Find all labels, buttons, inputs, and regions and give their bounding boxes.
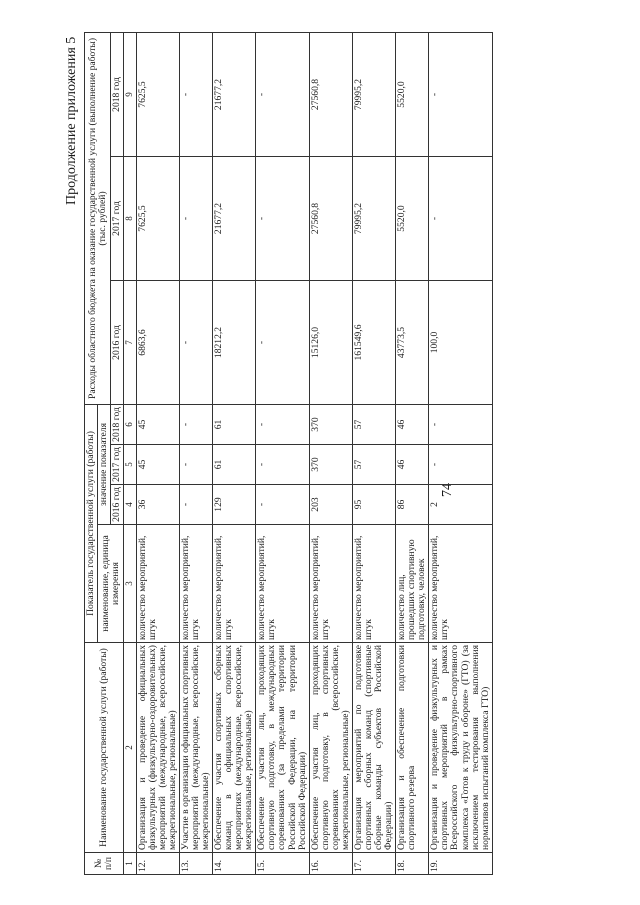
header-year: 2017 год xyxy=(111,156,124,280)
value-2016: 203 xyxy=(309,485,352,525)
expense-2018: 21677,2 xyxy=(213,32,256,156)
value-2017: - xyxy=(256,445,309,485)
column-number: 3 xyxy=(124,525,136,643)
column-number: 5 xyxy=(124,445,136,485)
column-number: 7 xyxy=(124,280,136,404)
value-2017: - xyxy=(429,445,492,485)
expense-2018: - xyxy=(429,32,492,156)
column-number: 6 xyxy=(124,404,136,444)
value-2017: 45 xyxy=(136,445,179,485)
expense-2016: 43773,5 xyxy=(396,280,429,404)
value-2017: - xyxy=(179,445,212,485)
indicator-unit: количество мероприятий, штук xyxy=(179,525,212,643)
service-name: Обеспечение участия спортивных сборных команд в официальных спортивных мероприятиях (международные, всероссийские, межрегиональные, региональные) xyxy=(213,643,256,853)
value-2018: - xyxy=(429,404,492,444)
value-2016: 86 xyxy=(396,485,429,525)
indicator-unit: количество мероприятий, штук xyxy=(309,525,352,643)
service-name: Организация мероприятий по подготовке спортивных сборных команд (спортивные сборные команды субъектов Российской Федерации) xyxy=(352,643,395,853)
expense-2018: 7625,5 xyxy=(136,32,179,156)
service-name: Обеспечение участия лиц, проходящих спортивную подготовку, в международных соревнованиях (за пределами территории Российской Федерации, на территории Российской Федерации) xyxy=(256,643,309,853)
expense-2017: - xyxy=(429,156,492,280)
table-row xyxy=(352,32,395,874)
indicator-unit: количество мероприятий, штук xyxy=(256,525,309,643)
value-2016: 36 xyxy=(136,485,179,525)
expense-2016: - xyxy=(256,280,309,404)
row-number: 18. xyxy=(396,853,429,875)
column-number: 2 xyxy=(124,643,136,853)
expense-2018: 5520,0 xyxy=(396,32,429,156)
header-row-1 xyxy=(85,32,98,874)
expense-2016: 15126,0 xyxy=(309,280,352,404)
row-number: 19. xyxy=(429,853,492,875)
value-2016: 2 xyxy=(429,485,492,525)
column-number: 1 xyxy=(124,853,136,875)
indicator-unit: количество лиц, прошедших спортивную подготовку, человек xyxy=(396,525,429,643)
value-2018: - xyxy=(256,404,309,444)
expense-2017: - xyxy=(179,156,212,280)
expense-2017: 27560,8 xyxy=(309,156,352,280)
value-2018: 46 xyxy=(396,404,429,444)
header-indicator-group: Показатель государственной услуги (работы) xyxy=(85,404,98,642)
expense-2016: - xyxy=(179,280,212,404)
page-number: 74 xyxy=(440,483,455,497)
expense-2016: 100,0 xyxy=(429,280,492,404)
service-name: Организация и обеспечение подготовки спортивного резерва xyxy=(396,643,429,853)
header-year: 2018 год xyxy=(111,404,124,444)
expense-2018: - xyxy=(179,32,212,156)
column-number: 8 xyxy=(124,156,136,280)
column-number: 9 xyxy=(124,32,136,156)
expense-2018: 27560,8 xyxy=(309,32,352,156)
value-2017: 61 xyxy=(213,445,256,485)
table-row xyxy=(256,32,309,874)
row-number: 17. xyxy=(352,853,395,875)
table-row xyxy=(429,32,492,874)
expense-2017: 5520,0 xyxy=(396,156,429,280)
value-2018: 370 xyxy=(309,404,352,444)
indicator-unit: количество мероприятий, штук xyxy=(352,525,395,643)
column-number-row xyxy=(124,32,136,874)
indicator-unit: количество мероприятий, штук xyxy=(136,525,179,643)
column-number: 4 xyxy=(124,485,136,525)
service-name: Обеспечение участия лиц, проходящих спортивную подготовку, в спортивных соревнованиях (всероссийские, межрегиональные, региональные) xyxy=(309,643,352,853)
expense-2017: 7625,5 xyxy=(136,156,179,280)
table-row xyxy=(136,32,179,874)
value-2018: 61 xyxy=(213,404,256,444)
expense-2017: 21677,2 xyxy=(213,156,256,280)
row-number: 16. xyxy=(309,853,352,875)
table-row xyxy=(179,32,212,874)
expense-2017: 79995,2 xyxy=(352,156,395,280)
table-row xyxy=(396,32,429,874)
row-number: 14. xyxy=(213,853,256,875)
value-2016: - xyxy=(256,485,309,525)
indicator-unit: количество мероприятий, штук xyxy=(429,525,492,643)
services-table xyxy=(84,32,493,875)
expense-2017: - xyxy=(256,156,309,280)
value-2018: - xyxy=(179,404,212,444)
service-name: Организация и проведение официальных физкультурных (физкультурно-оздоровительных) мероприятий (международные, всероссийские, межрегиональные, региональные) xyxy=(136,643,179,853)
expense-2016: 6863,6 xyxy=(136,280,179,404)
service-name: Участие в организации официальных спортивных мероприятий (международные, всероссийские, межрегиональные) xyxy=(179,643,212,853)
expense-2016: 161549,6 xyxy=(352,280,395,404)
value-2016: 95 xyxy=(352,485,395,525)
header-year: 2016 год xyxy=(111,485,124,525)
value-2016: 129 xyxy=(213,485,256,525)
service-name: Организация и проведение физкультурных и спортивных мероприятий в рамках Всероссийского физкультурно-спортивного комплекса «Готов к труду и обороне» (ГТО) (за исключением тестирования выполнения нормативов испытаний комплекса ГТО) xyxy=(429,643,492,853)
header-year: 2018 год xyxy=(111,32,124,156)
row-number: 15. xyxy=(256,853,309,875)
value-2017: 46 xyxy=(396,445,429,485)
header-no: № п/п xyxy=(85,853,124,875)
header-value-group: значение показателя xyxy=(98,404,111,524)
value-2018: 57 xyxy=(352,404,395,444)
value-2018: 45 xyxy=(136,404,179,444)
continuation-note: Продолжение приложения 5 xyxy=(64,36,79,205)
expense-2018: 79995,2 xyxy=(352,32,395,156)
table-row xyxy=(309,32,352,874)
row-number: 12. xyxy=(136,853,179,875)
expense-2016: 18212,2 xyxy=(213,280,256,404)
row-number: 13. xyxy=(179,853,212,875)
header-service-name: Наименование государственной услуги (работы) xyxy=(85,643,124,853)
expense-2018: - xyxy=(256,32,309,156)
table-row xyxy=(213,32,256,874)
value-2016: - xyxy=(179,485,212,525)
indicator-unit: количество мероприятий, штук xyxy=(213,525,256,643)
header-unit: наименование, единица измерения xyxy=(98,525,124,643)
header-year: 2017 год xyxy=(111,445,124,485)
value-2017: 370 xyxy=(309,445,352,485)
header-expense-group: Расходы областного бюджета на оказание государственной услуги (выполнение работы) (тыс. рублей) xyxy=(85,32,111,404)
header-year: 2016 год xyxy=(111,280,124,404)
value-2017: 57 xyxy=(352,445,395,485)
